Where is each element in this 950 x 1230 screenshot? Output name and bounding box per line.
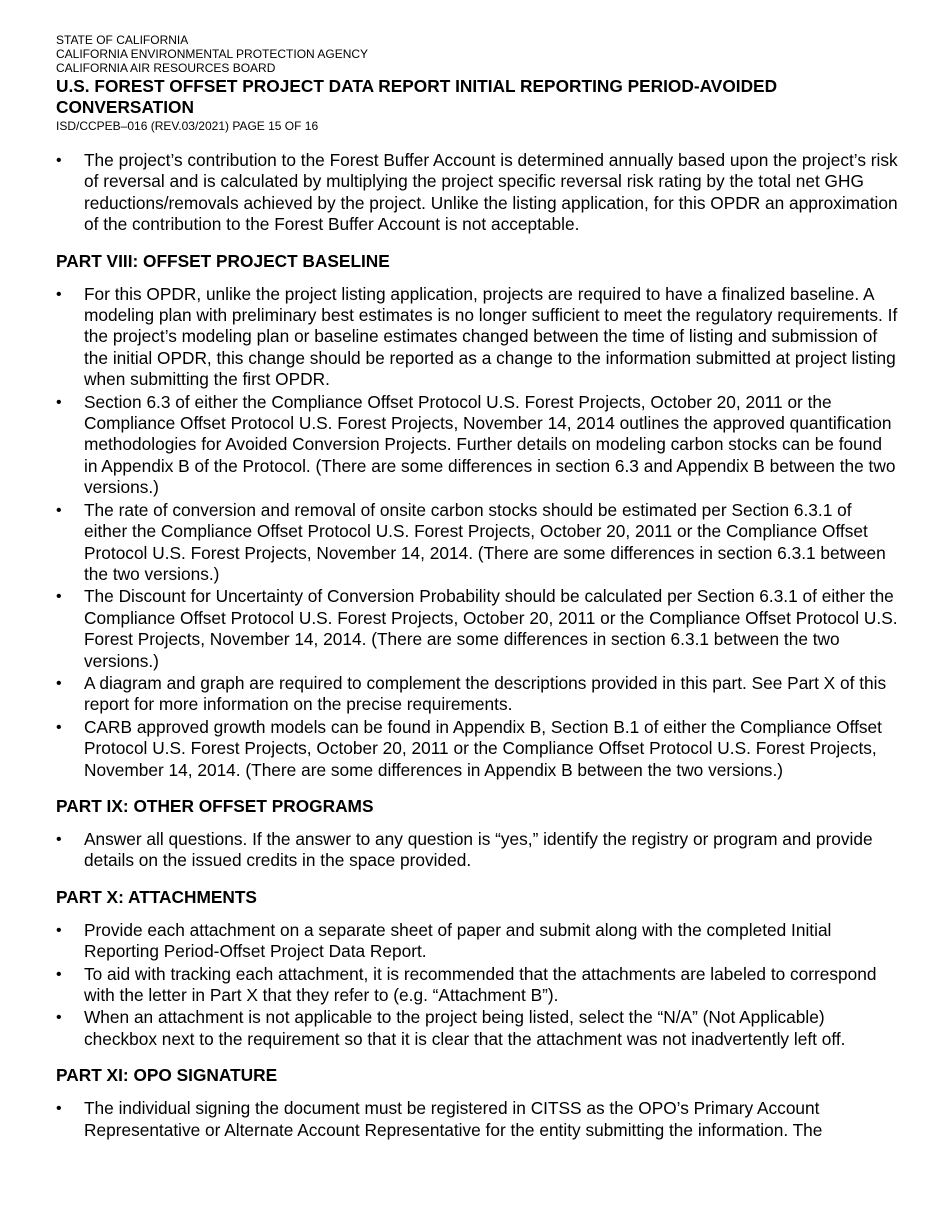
section-heading: PART IX: OTHER OFFSET PROGRAMS [56, 795, 374, 816]
list-item [56, 500, 898, 586]
list-item [56, 392, 898, 499]
section-heading: PART X: ATTACHMENTS [56, 886, 257, 907]
header-agency: CALIFORNIA ENVIRONMENTAL PROTECTION AGENCY [56, 47, 369, 61]
list-item [56, 829, 898, 872]
list-item [56, 1098, 898, 1141]
bullet-icon: • [56, 152, 62, 169]
header-board: CALIFORNIA AIR RESOURCES BOARD [56, 61, 276, 75]
part-xi-section [56, 1065, 898, 1141]
bullet-text: Section 6.3 of either the Compliance Offset Protocol U.S. Forest Projects, October 20, 2011 or the Compliance Offset Protocol U.S. Forest Projects, November 14, 2014 outlines the approved quantification methodologies for Avoided Conversion Projects. Further details on modeling carbon stocks can be found in Appendix B of the Protocol. (There are some differences in section 6.3 and Appendix B between the two versions.) [84, 391, 896, 498]
bullet-icon: • [56, 830, 62, 848]
list-item [56, 586, 898, 672]
bullet-text: CARB approved growth models can be found in Appendix B, Section B.1 of either the Compliance Offset Protocol U.S. Forest Projects, October 20, 2011 or the Compliance Offset Protocol U.S. Forest Projects, November 14, 2014. (There are some differences in Appendix B between the two versions.) [84, 716, 882, 780]
bullet-icon: • [56, 965, 62, 983]
document-page [56, 33, 898, 1156]
header-state: STATE OF CALIFORNIA [56, 33, 189, 47]
bullet-icon: • [56, 674, 62, 692]
part-ix-section [56, 796, 898, 872]
bullet-icon: • [56, 1009, 62, 1027]
bullet-list [56, 284, 898, 781]
bullet-text: When an attachment is not applicable to the project being listed, select the “N/A” (Not Applicable) checkbox next to the requirement so that it is clear that the attachment was not inadvertently left off. [84, 1007, 846, 1049]
bullet-icon: • [56, 285, 62, 303]
list-item [56, 150, 898, 236]
bullet-text: The rate of conversion and removal of onsite carbon stocks should be estimated per Section 6.3.1 of either the Compliance Offset Protocol U.S. Forest Projects, October 20, 2011 or the Compliance Offset Protocol U.S. Forest Projects, November 14, 2014. (There are some differences in section 6.3.1 between the two versions.) [84, 499, 886, 584]
document-title: U.S. FOREST OFFSET PROJECT DATA REPORT INITIAL REPORTING PERIOD-AVOIDED CONVERSATION [56, 76, 778, 117]
bullet-text: Answer all questions. If the answer to any question is “yes,” identify the registry or program and provide details on the issued credits in the space provided. [84, 828, 873, 871]
intro-section [56, 150, 898, 236]
list-item [56, 920, 898, 963]
bullet-text: For this OPDR, unlike the project listing application, projects are required to have a finalized baseline. A modeling plan with preliminary best estimates is no longer sufficient to meet the regulatory requirements. If the project’s modeling plan or baseline estimates changed between the time of listing and submission of the initial OPDR, this change should be reported as a change to the information submitted at project listing when submitting the first OPDR. [84, 283, 898, 390]
bullet-icon: • [56, 1100, 62, 1118]
form-id-page-number: ISD/CCPEB–016 (REV.03/2021) PAGE 15 OF 16 [56, 119, 319, 133]
part-x-section [56, 887, 898, 1050]
list-item [56, 717, 898, 781]
bullet-list [56, 920, 898, 1050]
bullet-icon: • [56, 393, 62, 411]
bullet-icon: • [56, 718, 62, 736]
bullet-text: The Discount for Uncertainty of Conversion Probability should be calculated per Section 6.3.1 of either the Compliance Offset Protocol U.S. Forest Projects, October 20, 2011 or the Compliance Offset Protocol U.S. Forest Projects, November 14, 2014. (There are some differences in section 6.3.1 between the two versions.) [84, 586, 898, 671]
bullet-list [56, 150, 898, 236]
part-viii-section [56, 251, 898, 781]
bullet-icon: • [56, 501, 62, 519]
bullet-text: The project’s contribution to the Forest Buffer Account is determined annually based upon the project’s risk of reversal and is calculated by multiplying the project specific reversal risk rating by the total net GHG reductions/removals achieved by the project. Unlike the listing application, for this OPDR an approximation of the contribution to the Forest Buffer Account is not acceptable. [84, 150, 898, 235]
list-item [56, 284, 898, 391]
bullet-list [56, 1098, 898, 1141]
section-heading: PART XI: OPO SIGNATURE [56, 1065, 278, 1086]
bullet-text: A diagram and graph are required to complement the descriptions provided in this part. See Part X of this report for more information on the precise requirements. [84, 672, 887, 715]
bullet-text: To aid with tracking each attachment, it is recommended that the attachments are labeled to correspond with the letter in Part X that they refer to (e.g. “Attachment B”). [84, 963, 877, 1005]
bullet-list [56, 829, 898, 872]
bullet-text: The individual signing the document must be registered in CITSS as the OPO’s Primary Account Representative or Alternate Account Representative for the entity submitting the information. The [84, 1098, 823, 1140]
bullet-icon: • [56, 588, 62, 606]
bullet-text: Provide each attachment on a separate sheet of paper and submit along with the completed Initial Reporting Period-Offset Project Data Report. [84, 919, 832, 962]
list-item [56, 1007, 898, 1050]
list-item [56, 673, 898, 716]
section-heading: PART VIII: OFFSET PROJECT BASELINE [56, 250, 390, 271]
list-item [56, 964, 898, 1007]
bullet-icon: • [56, 921, 62, 939]
document-header [56, 33, 898, 133]
